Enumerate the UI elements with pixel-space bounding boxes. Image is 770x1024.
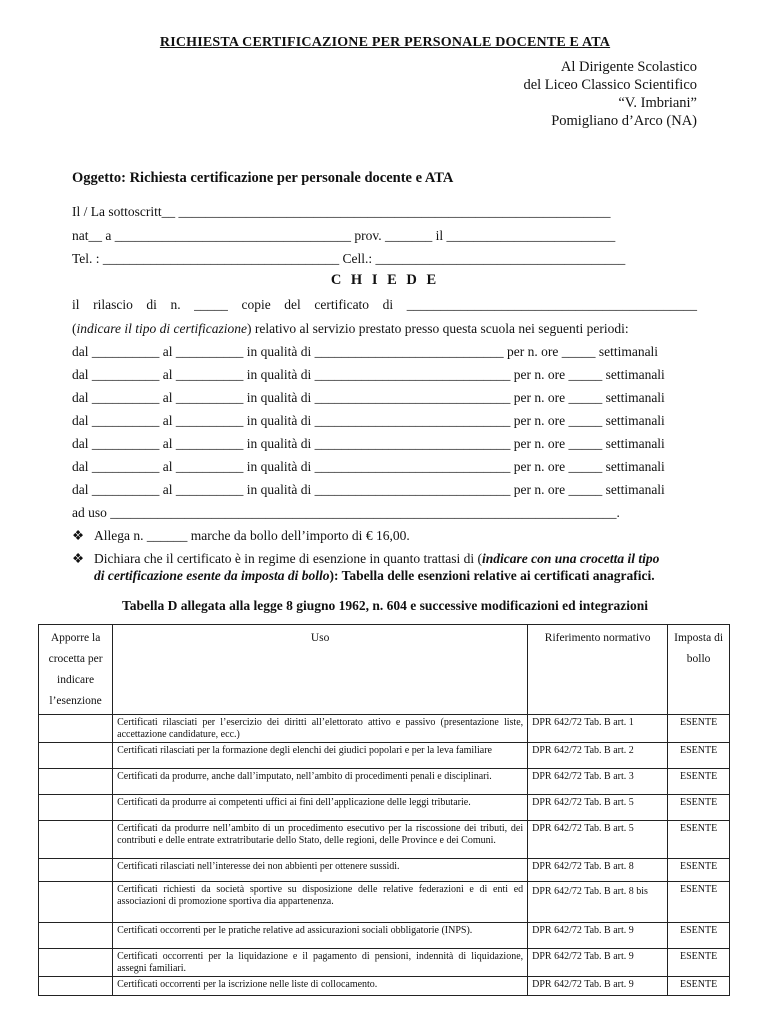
checkbox-cell[interactable]: [39, 821, 113, 859]
uso-cell: Certificati occorrenti per la iscrizione nelle liste di collocamento.: [113, 977, 528, 996]
rif-cell: DPR 642/72 Tab. B art. 2: [528, 743, 668, 769]
uso-cell: Certificati da produrre nell’ambito di un procedimento esecutivo per la riscossione dei tributi, dei contributi e delle entrate extratributarie dello Stato, delle regioni, delle Province e dei Comuni.: [113, 821, 528, 859]
recipient-line: Al Dirigente Scolastico: [560, 59, 697, 75]
word: di: [146, 297, 157, 312]
imposta-cell: ESENTE: [668, 821, 730, 859]
dichiara-item-cont: [94, 568, 655, 584]
rif-cell: DPR 642/72 Tab. B art. 8 bis: [528, 882, 668, 923]
header-cell: Uso: [113, 625, 528, 715]
imposta-cell: ESENTE: [668, 769, 730, 795]
allega-text: Allega n. ______ marche da bollo dell’importo di € 16,00.: [94, 528, 410, 543]
rilascio-line[interactable]: [72, 297, 697, 313]
period-row[interactable]: dal __________ al __________ in qualità di _____________________________ per n. ore _____ settimanali: [72, 436, 665, 451]
word: di: [382, 297, 394, 312]
indicare-line: (indicare il tipo di certificazione) relativo al servizio prestato presso questa scuola nei seguenti periodi:: [72, 321, 629, 336]
period-row[interactable]: dal __________ al __________ in qualità di _____________________________ per n. ore _____ settimanali: [72, 390, 665, 405]
rif-cell: DPR 642/72 Tab. B art. 9: [528, 923, 668, 949]
uso-cell: Certificati da produrre, anche dall’imputato, nell’ambito di procedimenti penali e disciplinari.: [113, 769, 528, 795]
table-row: [39, 769, 730, 795]
imposta-cell: ESENTE: [668, 949, 730, 977]
bullet-icon: ❖: [72, 528, 85, 543]
period-row[interactable]: dal __________ al __________ in qualità di ____________________________ per n. ore _____ settimanali: [72, 344, 659, 359]
imposta-cell: ESENTE: [668, 882, 730, 923]
imposta-cell: ESENTE: [668, 743, 730, 769]
checkbox-cell[interactable]: [39, 923, 113, 949]
ad-uso-field[interactable]: ad uso ___________________________________________________________________________.: [72, 505, 620, 520]
word: del: [284, 297, 301, 312]
bullet-icon: ❖: [72, 551, 85, 566]
period-row[interactable]: dal __________ al __________ in qualità di _____________________________ per n. ore _____ settimanali: [72, 482, 665, 497]
rif-cell: DPR 642/72 Tab. B art. 9: [528, 949, 668, 977]
table-row: [39, 795, 730, 821]
imposta-cell: ESENTE: [668, 977, 730, 996]
dichiara-text: Dichiara che il certificato è in regime di esenzione in quanto trattasi di (: [94, 551, 482, 566]
uso-cell: Certificati rilasciati per l’esercizio dei diritti all’elettorato attivo e passivo (presentazione liste, accettazione candidature, ecc.): [113, 715, 528, 743]
table-row: [39, 977, 730, 996]
word: n.: [170, 297, 181, 312]
rif-cell: DPR 642/72 Tab. B art. 3: [528, 769, 668, 795]
uso-cell: Certificati richiesti da società sportive su disposizione delle relative federazioni e di enti ed associazioni di promozione sportiva dia appartenenza.: [113, 882, 528, 923]
period-row[interactable]: dal __________ al __________ in qualità di _____________________________ per n. ore _____ settimanali: [72, 459, 665, 474]
period-row[interactable]: dal __________ al __________ in qualità di _____________________________ per n. ore _____ settimanali: [72, 367, 665, 382]
table-row: [39, 821, 730, 859]
checkbox-cell[interactable]: [39, 977, 113, 996]
rif-cell: DPR 642/72 Tab. B art. 1: [528, 715, 668, 743]
rif-cell: DPR 642/72 Tab. B art. 5: [528, 795, 668, 821]
header-cell: Apporre la crocetta per indicare l’esenzione: [39, 625, 113, 715]
checkbox-cell[interactable]: [39, 715, 113, 743]
uso-cell: Certificati rilasciati per la formazione degli elenchi dei giudici popolari e per la leva familiare: [113, 743, 528, 769]
word: il: [72, 297, 80, 312]
sottoscritto-field[interactable]: Il / La sottoscritt__ ________________________________________________________________: [72, 204, 611, 219]
checkbox-cell[interactable]: [39, 859, 113, 882]
recipient-address: [523, 58, 697, 130]
dichiara-item: [72, 551, 659, 567]
table-row: [39, 949, 730, 977]
rif-cell: DPR 642/72 Tab. B art. 8: [528, 859, 668, 882]
dichiara-italic: di certificazione esente da imposta di bollo: [94, 568, 330, 583]
checkbox-cell[interactable]: [39, 769, 113, 795]
header-cell: Imposta di bollo: [668, 625, 730, 715]
uso-cell: Certificati occorrenti per le pratiche relative ad assicurazioni sociali obbligatorie (INPS).: [113, 923, 528, 949]
checkbox-cell[interactable]: [39, 882, 113, 923]
subject-line: Oggetto: Richiesta certificazione per personale docente e ATA: [72, 170, 454, 186]
uso-cell: Certificati da produrre ai competenti uffici ai fini dell’applicazione delle leggi tributarie.: [113, 795, 528, 821]
dichiara-bold: ): Tabella delle esenzioni relative ai certificati anagrafici.: [329, 568, 655, 583]
word: rilascio: [93, 297, 133, 312]
checkbox-cell[interactable]: [39, 743, 113, 769]
table-title: Tabella D allegata alla legge 8 giugno 1962, n. 604 e successive modificazioni ed integrazioni: [122, 598, 648, 613]
table-row: [39, 859, 730, 882]
rif-cell: DPR 642/72 Tab. B art. 9: [528, 977, 668, 996]
rif-cell: DPR 642/72 Tab. B art. 5: [528, 821, 668, 859]
table-row: [39, 715, 730, 743]
certificate-type-blank[interactable]: ___________________________________________: [406, 297, 697, 312]
imposta-cell: ESENTE: [668, 715, 730, 743]
checkbox-cell[interactable]: [39, 795, 113, 821]
chiede-heading: C H I E D E: [330, 272, 440, 288]
dichiara-italic: indicare con una crocetta il tipo: [481, 551, 660, 566]
table-row: [39, 882, 730, 923]
indicare-rest: ) relativo al servizio prestato presso questa scuola nei seguenti periodi:: [246, 321, 629, 336]
checkbox-cell[interactable]: [39, 949, 113, 977]
word: copie: [241, 297, 271, 312]
imposta-cell: ESENTE: [668, 923, 730, 949]
uso-cell: Certificati rilasciati nell’interesse dei non abbienti per ottenere sussidi.: [113, 859, 528, 882]
table-row: [39, 743, 730, 769]
period-row[interactable]: dal __________ al __________ in qualità di _____________________________ per n. ore _____ settimanali: [72, 413, 665, 428]
allega-item: [72, 528, 410, 544]
imposta-cell: ESENTE: [668, 795, 730, 821]
indicare-italic: indicare il tipo di certificazione: [76, 321, 247, 336]
exemptions-table: [38, 624, 730, 996]
imposta-cell: ESENTE: [668, 859, 730, 882]
word: certificato: [314, 297, 370, 312]
recipient-line: del Liceo Classico Scientifico: [523, 77, 697, 93]
table-header-row: [39, 625, 730, 715]
document-title: RICHIESTA CERTIFICAZIONE PER PERSONALE DOCENTE E ATA: [159, 35, 611, 50]
recipient-line: “V. Imbriani”: [618, 95, 697, 111]
phone-field[interactable]: Tel. : ___________________________________ Cell.: _____________________________________: [72, 251, 626, 266]
birth-field[interactable]: nat__ a ___________________________________ prov. _______ il _________________________: [72, 228, 616, 243]
table-row: [39, 923, 730, 949]
copies-blank[interactable]: _____: [194, 297, 228, 312]
recipient-line: Pomigliano d’Arco (NA): [551, 113, 697, 129]
uso-cell: Certificati occorrenti per la liquidazione e il pagamento di pensioni, indennità di liquidazione, assegni familiari.: [113, 949, 528, 977]
header-cell: Riferimento normativo: [528, 625, 668, 715]
